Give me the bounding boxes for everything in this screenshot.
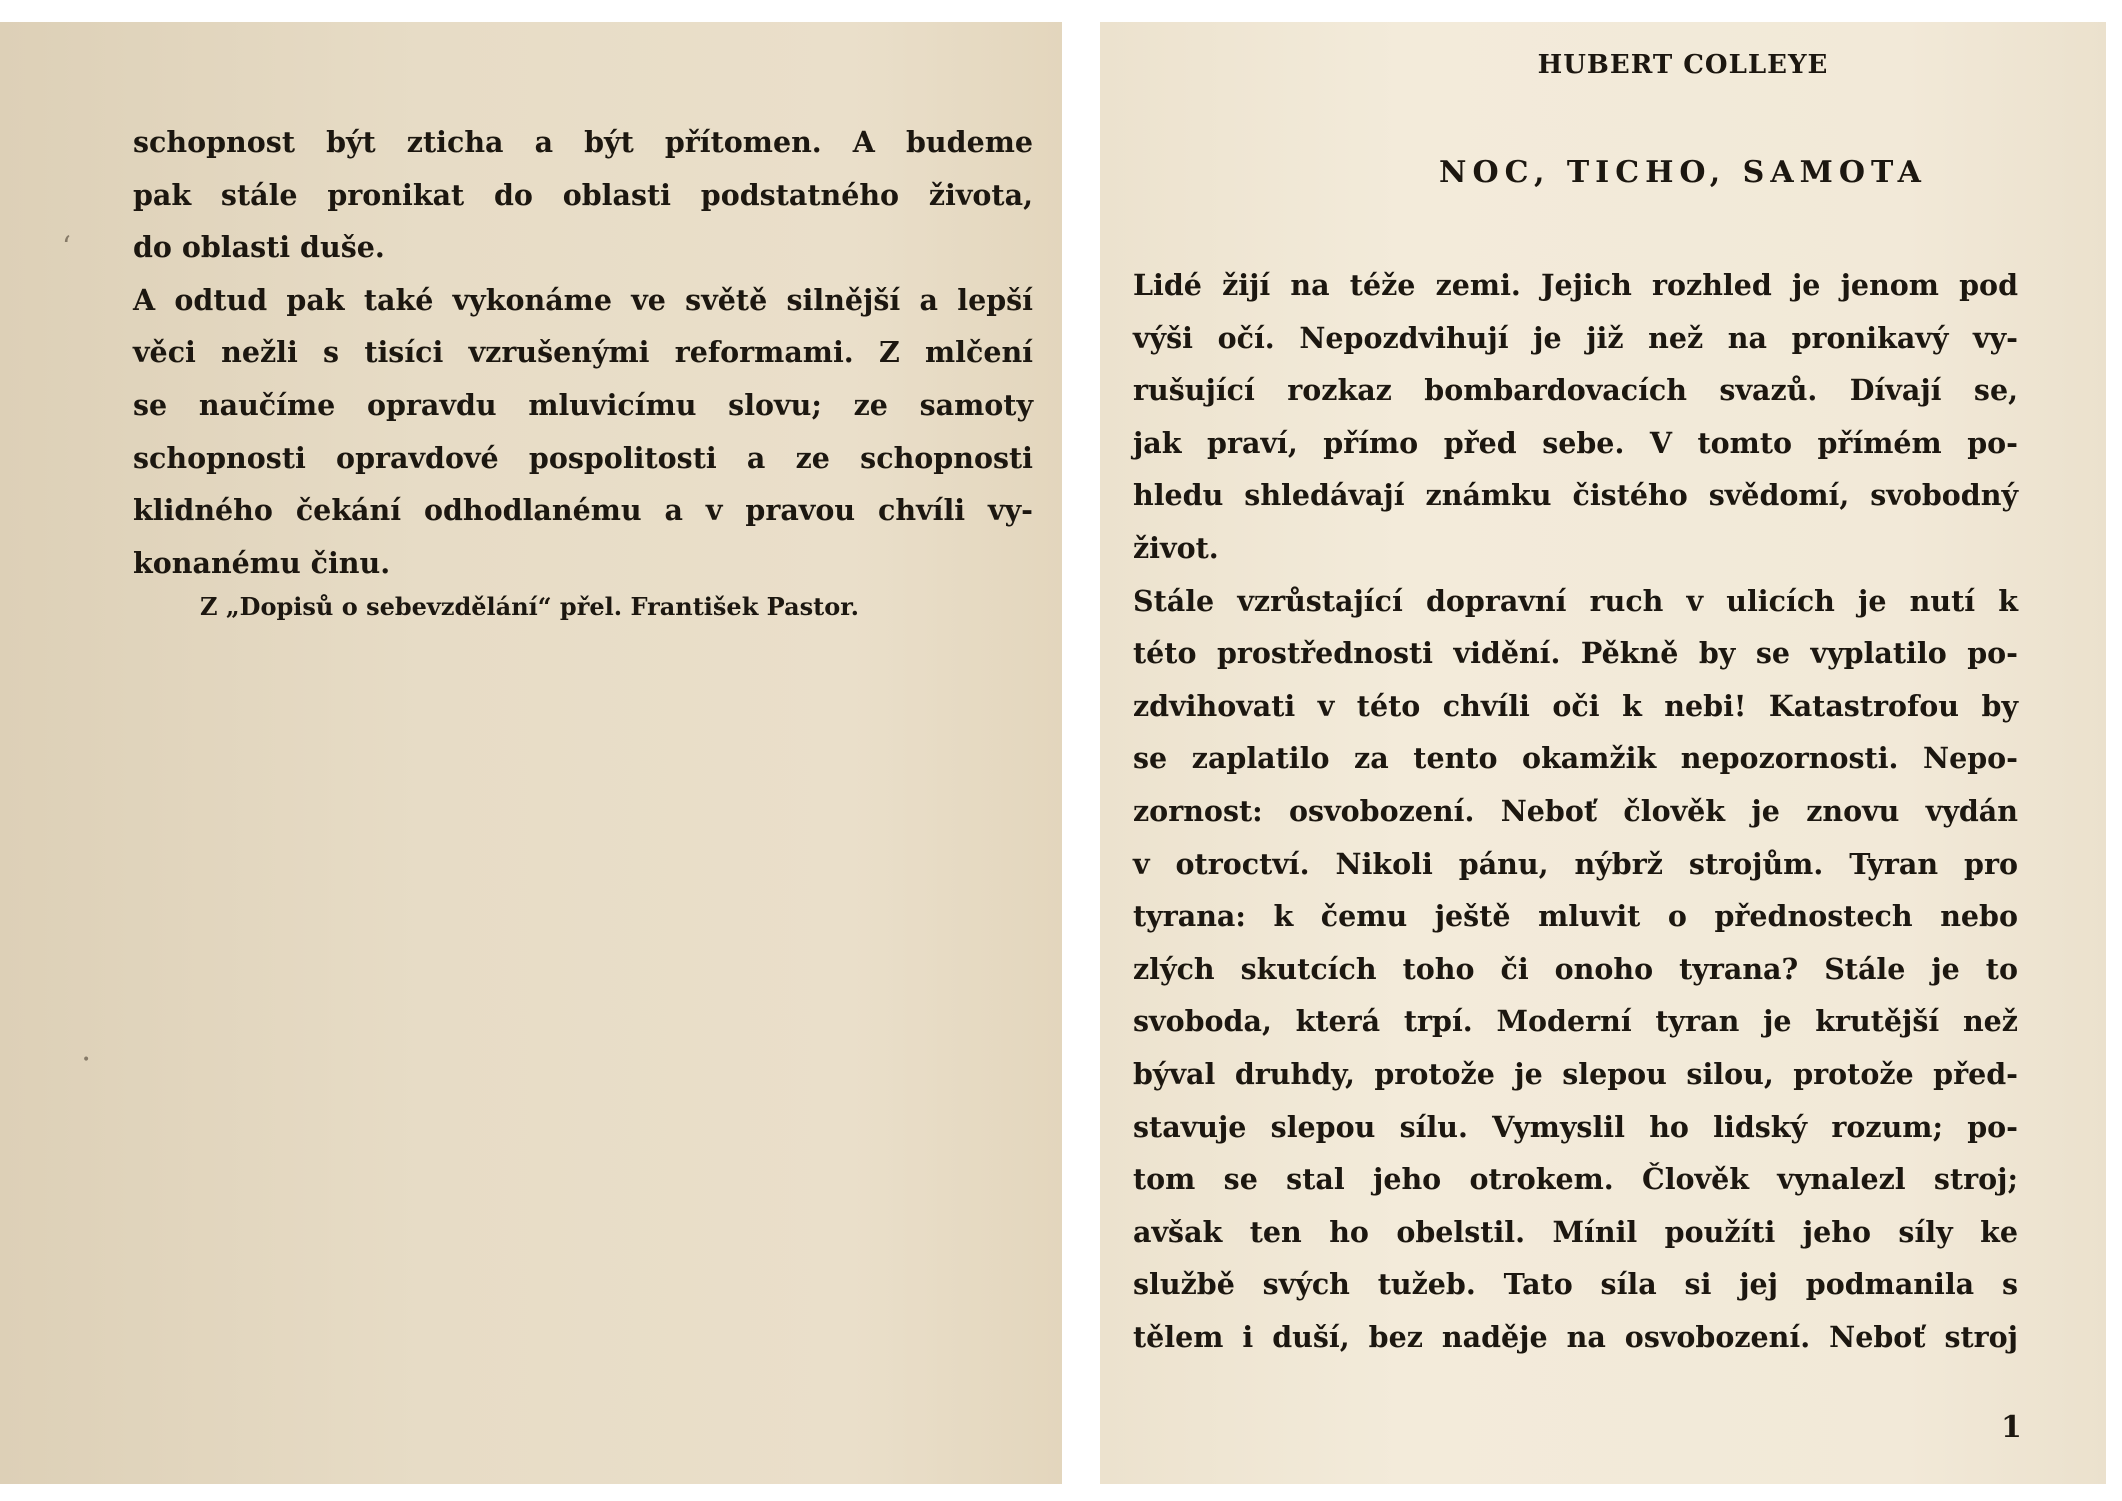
text-line: tělem i duší, bez naděje na osvobození. Neboť stroj [1133,1319,2018,1354]
text-line: stavuje slepou sílu. Vymyslil ho lidský rozum; po- [1133,1109,2018,1144]
text-line: zornost: osvobození. Neboť člověk je znovu vydán [1133,793,2018,828]
chapter-title: NOC, TICHO, SAMOTA [1439,155,1927,190]
text-line: věci nežli s tisíci vzrušenými reformami. Z mlčení [133,335,1033,370]
text-line: výši očí. Nepozdvihují je již než na pronikavý vy- [1133,320,2018,355]
author-name: HUBERT COLLEYE [1537,50,1829,80]
text-line: život. [1133,530,1219,565]
text-line: rušující rozkaz bombardovacích svazů. Dívají se, [1133,373,2018,408]
text-line: se naučíme opravdu mluvicímu slovu; ze samoty [133,387,1033,422]
text-line: Lidé žijí na téže zemi. Jejich rozhled je jenom pod [1133,268,2018,302]
text-line: tyrana: k čemu ještě mluvit o přednostech nebo [1133,899,2018,934]
right-page [1100,22,2106,1484]
text-line: do oblasti duše. [133,230,385,265]
text-line: pak stále pronikat do oblasti podstatného života, [133,177,1033,212]
text-line: avšak ten ho obelstil. Mínil použíti jeho síly ke [1133,1214,2018,1249]
text-line: zdvihovati v této chvíli oči k nebi! Katastrofou by [1133,688,2018,723]
text-line: tom se stal jeho otrokem. Člověk vynalezl stroj; [1133,1162,2018,1197]
text-line: klidného čekání odhodlanému a v pravou chvíli vy- [133,493,1033,528]
text-line: svoboda, která trpí. Moderní tyran je krutější než [1133,1004,2018,1039]
text-line: Stále vzrůstající dopravní ruch v ulicích je nutí k [1133,583,2018,618]
text-line: této prostřednosti vidění. Pěkně by se vyplatilo po- [1133,636,2018,671]
left-body-text [133,116,1033,589]
text-line: zlých skutcích toho či onoho tyrana? Stále je to [1133,951,2018,986]
text-line: hledu shledávají známku čistého svědomí, svobodný [1133,478,2018,513]
right-body-text [1133,259,2018,1363]
text-line: službě svých tužeb. Tato síla si jej podmanila s [1133,1267,2018,1302]
ink-mark: ʻ [62,230,71,263]
page-number: 1 [2001,1410,2022,1445]
text-line: v otroctví. Nikoli pánu, nýbrž strojům. Tyran pro [1133,846,2018,881]
text-line: se zaplatilo za tento okamžik nepozornosti. Nepo- [1133,741,2018,776]
text-line: A odtud pak také vykonáme ve světě silnější a lepší [133,282,1033,317]
text-line: schopnosti opravdové pospolitosti a ze schopnosti [133,440,1033,475]
citation: Z „Dopisů o sebevzdělání“ přel. František Pastor. [200,592,860,621]
ink-speck: • [82,1052,91,1068]
text-line: konanému činu. [133,545,391,580]
bleed-through-text [60,70,77,176]
text-line: schopnost být zticha a být přítomen. A budeme [133,125,1033,159]
text-line: jak praví, přímo před sebe. V tomto přímém po- [1133,425,2018,460]
left-page [0,22,1062,1484]
text-line: býval druhdy, protože je slepou silou, protože před- [1133,1056,2018,1091]
